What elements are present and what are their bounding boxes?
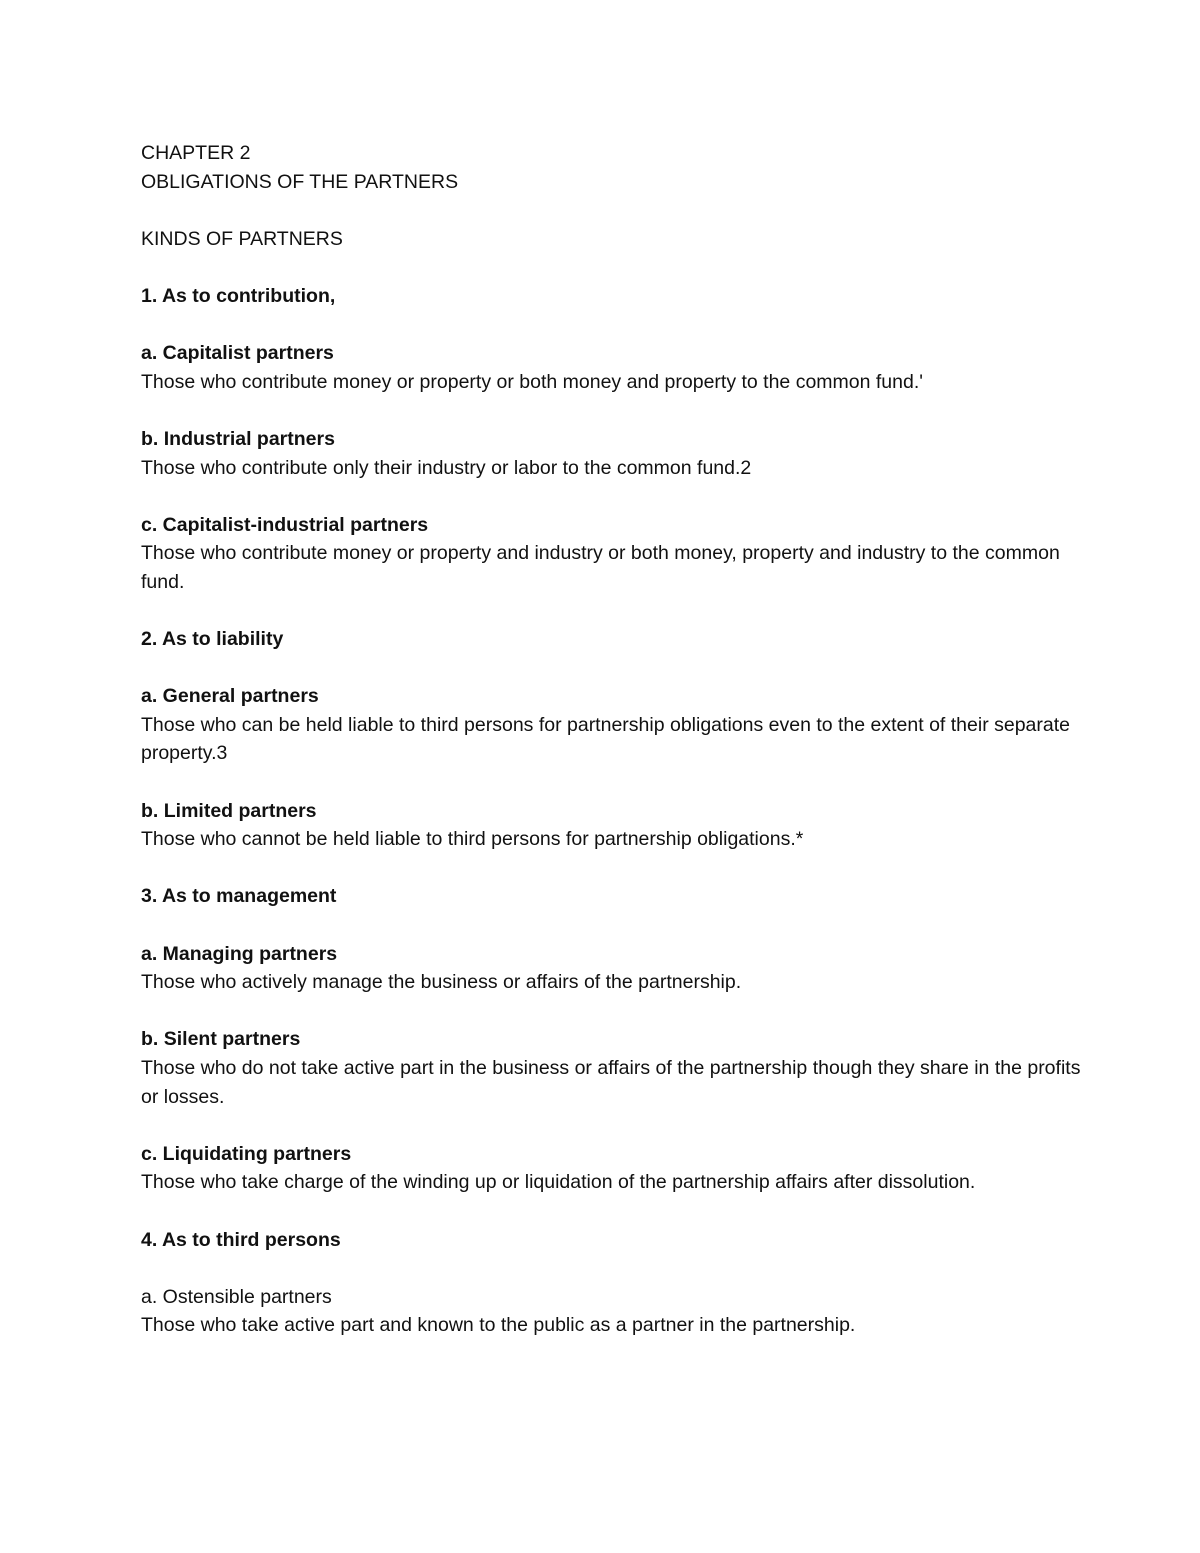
definition-capitalist-partners: Those who contribute money or property or both money and property to the common fund.' (141, 370, 923, 393)
spacer (141, 482, 1081, 511)
definition-managing-partners: Those who actively manage the business or affairs of the partnership. (141, 971, 742, 994)
spacer (141, 1197, 1081, 1226)
definition-limited-partners: Those who cannot be held liable to third persons for partnership obligations.* (141, 828, 804, 851)
document-page (141, 139, 1081, 1340)
spacer (141, 311, 1081, 340)
term-capitalist-industrial-partners: c. Capitalist-industrial partners (141, 513, 429, 536)
spacer (141, 911, 1081, 940)
spacer (141, 654, 1081, 683)
chapter-number: CHAPTER 2 (141, 142, 251, 164)
definition-capitalist-industrial-partners: Those who contribute money or property and industry or both money, property and industry to the common fund. (141, 542, 1060, 593)
spacer (141, 396, 1081, 425)
term-capitalist-partners: a. Capitalist partners (141, 342, 334, 365)
group-heading-third-persons: 4. As to third persons (141, 1228, 341, 1251)
spacer (141, 253, 1081, 282)
spacer (141, 768, 1081, 797)
spacer (141, 997, 1081, 1026)
term-limited-partners: b. Limited partners (141, 799, 317, 822)
spacer (141, 597, 1081, 626)
definition-ostensible-partners: Those who take active part and known to the public as a partner in the partnership. (141, 1314, 856, 1337)
definition-industrial-partners: Those who contribute only their industry or labor to the common fund.2 (141, 456, 752, 479)
term-managing-partners: a. Managing partners (141, 942, 338, 965)
term-ostensible-partners: a. Ostensible partners (141, 1285, 332, 1308)
section-title: KINDS OF PARTNERS (141, 227, 343, 250)
group-heading-contribution: 1. As to contribution, (141, 284, 336, 307)
term-industrial-partners: b. Industrial partners (141, 427, 335, 450)
spacer (141, 1254, 1081, 1283)
term-general-partners: a. General partners (141, 685, 319, 708)
spacer (141, 1111, 1081, 1140)
group-heading-management: 3. As to management (141, 885, 337, 908)
chapter-title: OBLIGATIONS OF THE PARTNERS (141, 170, 459, 193)
group-heading-liability: 2. As to liability (141, 628, 284, 651)
definition-liquidating-partners: Those who take charge of the winding up or liquidation of the partnership affairs after dissolution. (141, 1171, 976, 1194)
term-silent-partners: b. Silent partners (141, 1028, 301, 1051)
spacer (141, 196, 1081, 225)
definition-general-partners: Those who can be held liable to third persons for partnership obligations even to the extent of their separate property.3 (141, 713, 1070, 765)
term-liquidating-partners: c. Liquidating partners (141, 1142, 352, 1165)
definition-silent-partners: Those who do not take active part in the business or affairs of the partnership though they share in the profits or losses. (141, 1057, 1081, 1108)
spacer (141, 854, 1081, 883)
